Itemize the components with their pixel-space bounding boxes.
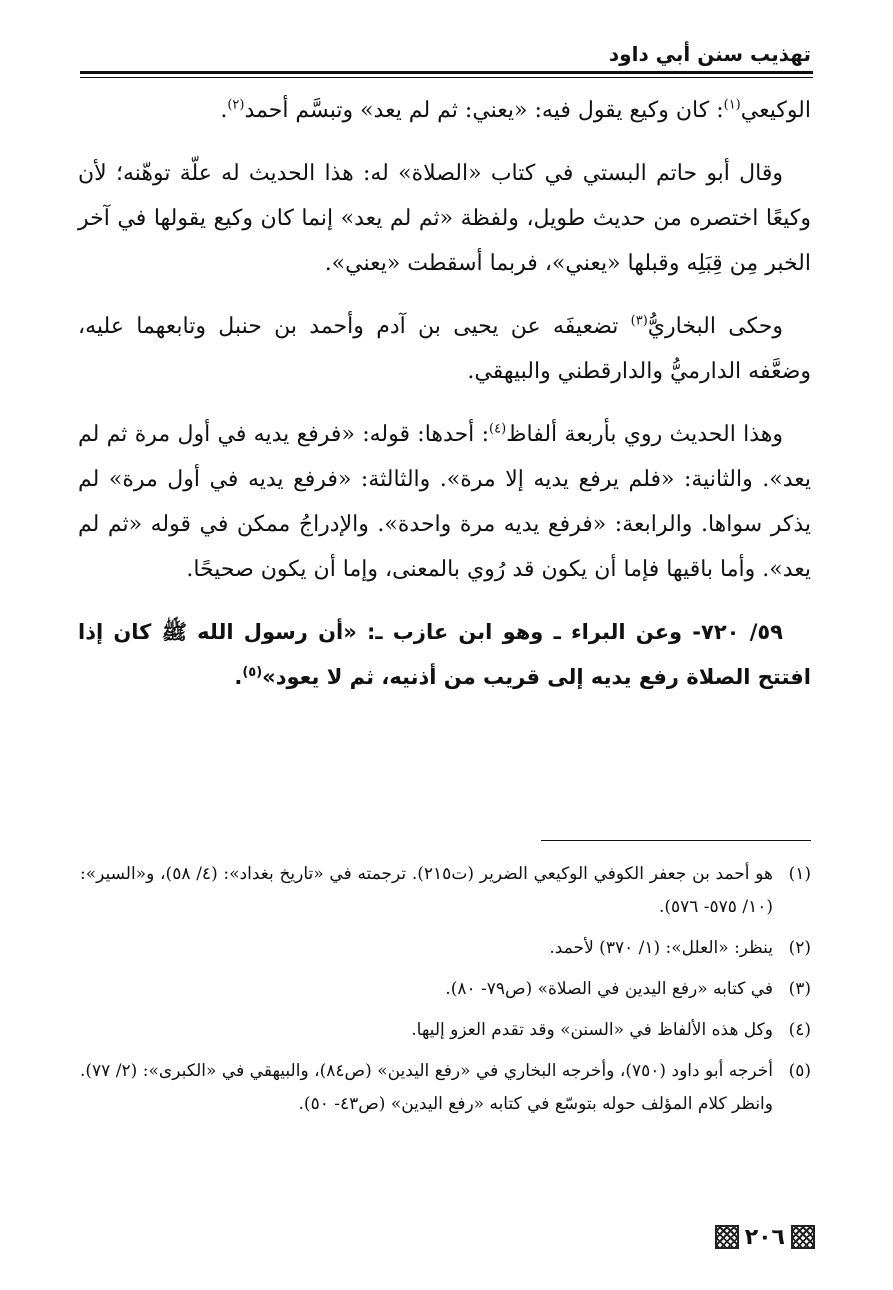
- paragraph-1: [78, 88, 811, 133]
- footnote-number: (٣): [788, 979, 811, 999]
- header-rule-thin: [80, 77, 813, 78]
- footnote-4: [80, 1014, 811, 1047]
- footnote-ref-2: (٢): [227, 97, 245, 113]
- paragraph-3-start: وحكى البخاريُّ: [647, 314, 784, 339]
- main-text: [78, 88, 811, 718]
- footnote-text: في كتابه «رفع اليدين في الصلاة» (ص٧٩- ٨٠).: [445, 979, 773, 999]
- hadith-paragraph: [78, 610, 811, 700]
- paragraph-1-end: .: [220, 98, 228, 123]
- page-number: ٢٠٦: [744, 1224, 785, 1250]
- footnote-separator: [541, 840, 811, 841]
- paragraph-3-end: تضعيفَه عن يحيى بن آدم وأحمد بن حنبل وتابعهما عليه، وضعَّفه الدارميُّ والدارقطني والبيهقي.: [78, 314, 811, 384]
- footnote-1: [80, 858, 811, 924]
- footnote-text: ينظر: «العلل»: (١/ ٣٧٠) لأحمد.: [549, 938, 773, 958]
- footnote-ref-5: (٥): [242, 665, 263, 680]
- paragraph-4-end: : أحدها: قوله: «فرفع يديه في أول مرة ثم لم يعد». والثانية: «فلم يرفع يديه إلا مرة». والثالثة: «فرفع يديه في أول مرة» لم يذكر سواها. والرابعة: «فرفع يديه مرة واحدة». والإدراجُ ممكن في قوله «ثم لم يعد». وأما باقيها فإما أن يكون قد رُوي بالمعنى، وإما أن يكون صحيحًا.: [78, 422, 811, 582]
- paragraph-1-middle: : كان وكيع يقول فيه: «يعني: ثم لم يعد» وتبسَّم أحمد: [244, 98, 724, 123]
- paragraph-3: [78, 304, 811, 394]
- footnote-number: (٤): [788, 1020, 811, 1040]
- ornament-icon: [791, 1225, 815, 1249]
- footnote-number: (١): [788, 864, 811, 884]
- paragraph-4-start: وهذا الحديث روي بأربعة ألفاظ: [506, 422, 784, 447]
- footnote-text: وكل هذه الألفاظ في «السنن» وقد تقدم العزو إليها.: [411, 1020, 773, 1040]
- footnote-2: [80, 932, 811, 965]
- footnote-ref-1: (١): [723, 97, 741, 113]
- paragraph-1-start: الوكيعي: [740, 98, 811, 123]
- page-folio: [715, 1222, 815, 1252]
- hadith-text: ٥٩/ ٧٢٠- وعن البراء ـ وهو ابن عازب ـ: «أن رسول الله ﷺ كان إذا افتتح الصلاة رفع يديه إلى قريب من أذنيه، ثم لا يعود»: [78, 620, 811, 689]
- hadith-end: .: [234, 665, 243, 689]
- ornament-icon: [715, 1225, 739, 1249]
- footnote-3: [80, 973, 811, 1006]
- footnote-ref-3: (٣): [630, 313, 648, 329]
- running-title: تهذيب سنن أبي داود: [608, 42, 811, 66]
- paragraph-4: [78, 412, 811, 592]
- footnote-5: [80, 1055, 811, 1121]
- footnote-number: (٢): [788, 938, 811, 958]
- footnote-ref-4: (٤): [489, 421, 507, 437]
- footnotes: [80, 858, 811, 1129]
- header-rule-thick: [80, 71, 813, 74]
- paragraph-2: وقال أبو حاتم البستي في كتاب «الصلاة» له: هذا الحديث له علّة توهّنه؛ لأن وكيعًا اختصره من حديث طويل، ولفظة «ثم لم يعد» إنما كان وكيع يقولها في آخر الخبر مِن قِبَلِه وقبلها «يعني»، فربما أسقطت «يعني».: [78, 161, 811, 276]
- footnote-number: (٥): [788, 1061, 811, 1081]
- footnote-text: هو أحمد بن جعفر الكوفي الوكيعي الضرير (ت٢١٥). ترجمته في «تاريخ بغداد»: (٤/ ٥٨)، و«السير»: (١٠/ ٥٧٥- ٥٧٦).: [80, 864, 774, 917]
- footnote-text: أخرجه أبو داود (٧٥٠)، وأخرجه البخاري في «رفع اليدين» (ص٨٤)، والبيهقي في «الكبرى»: (٢/ ٧٧). وانظر كلام المؤلف حوله بتوسّع في كتابه «رفع اليدين» (ص٤٣- ٥٠).: [80, 1061, 774, 1114]
